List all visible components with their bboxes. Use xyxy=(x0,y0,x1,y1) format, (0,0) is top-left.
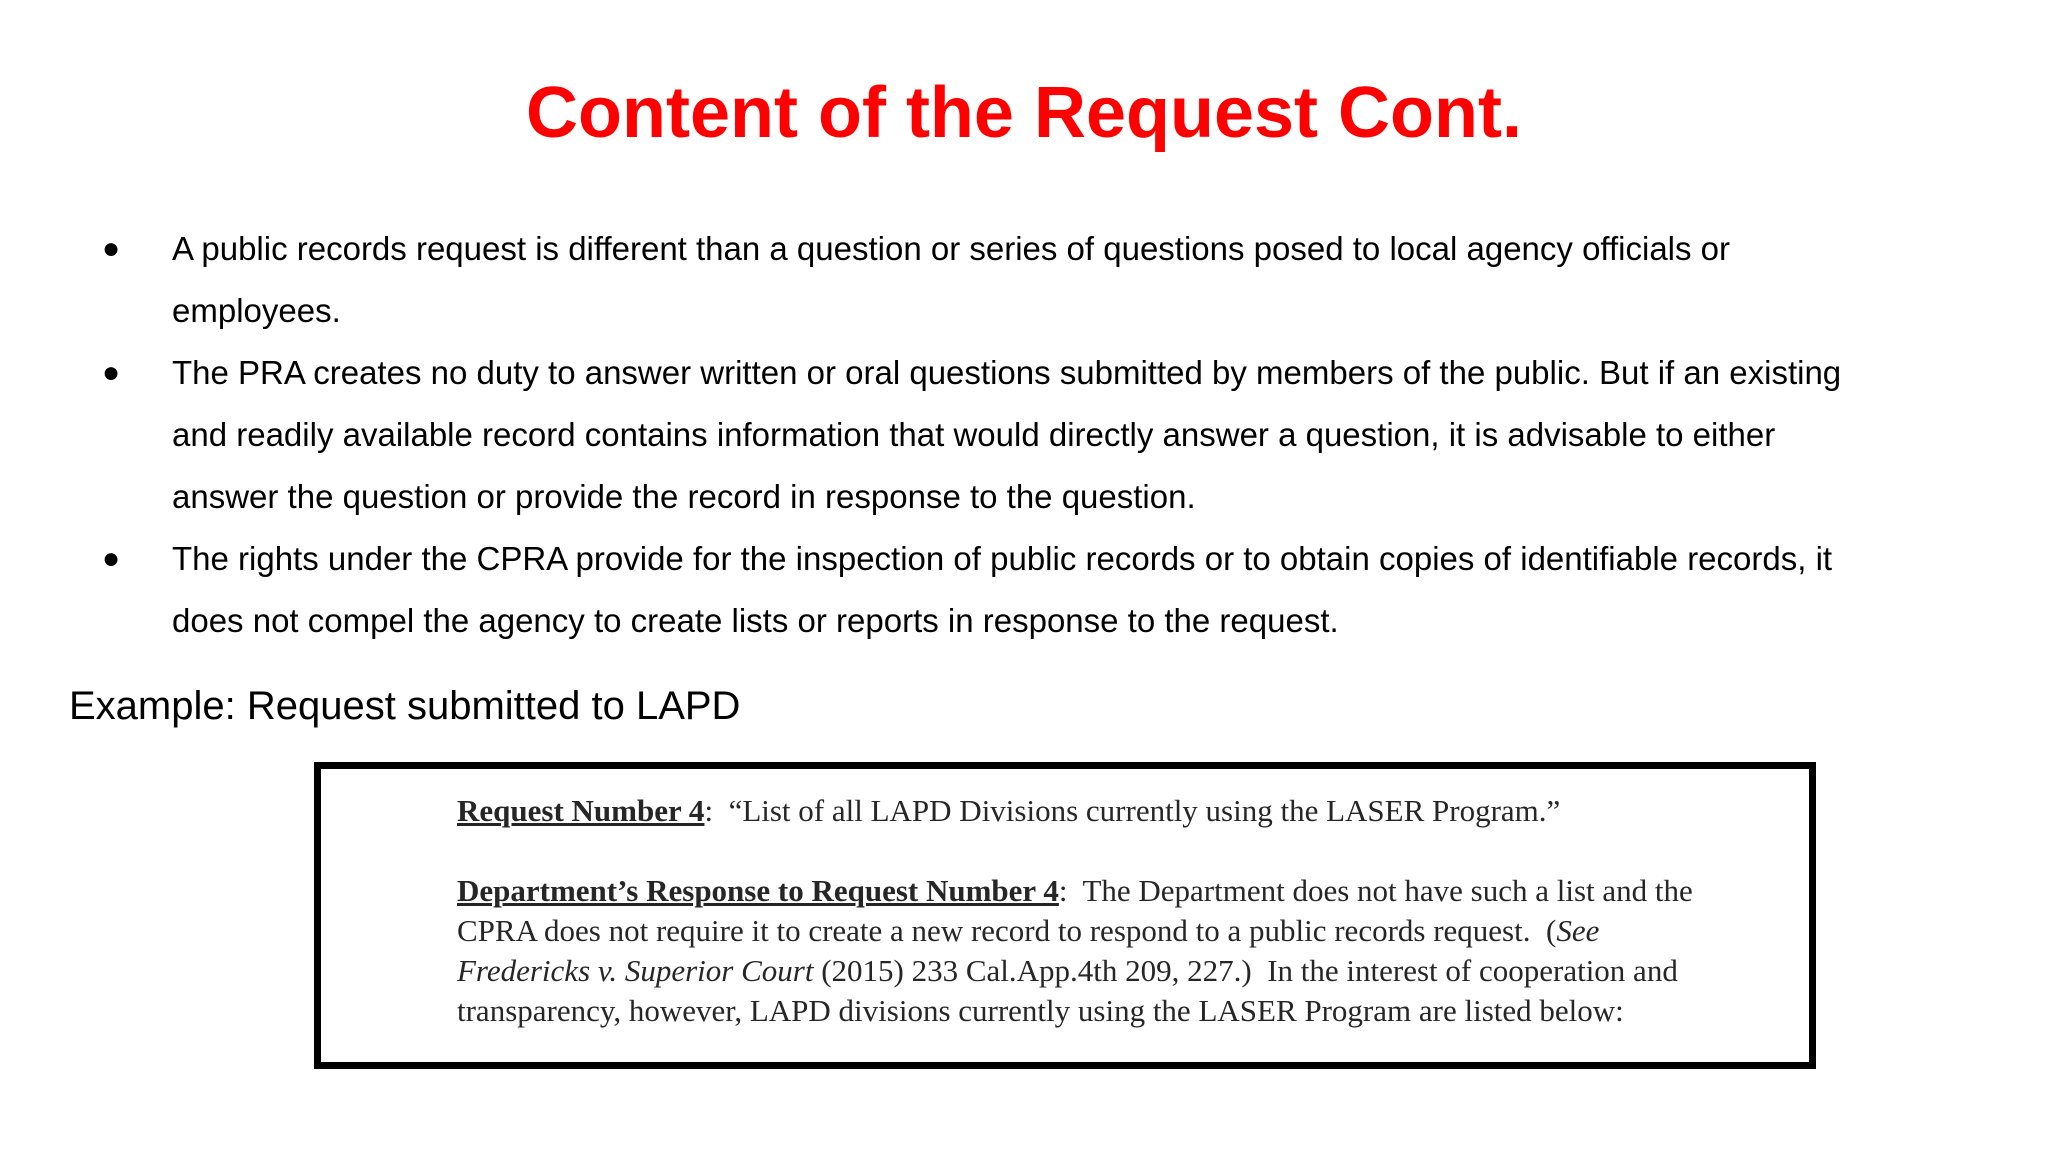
request-colon: : xyxy=(704,793,714,828)
response-line xyxy=(457,951,1747,991)
request-text: “List of all LAPD Divisions currently using the LASER Program.” xyxy=(713,793,1561,828)
response-line xyxy=(457,871,1747,911)
slide-title: Content of the Request Cont. xyxy=(526,73,1522,153)
bullet-line: A public records request is different than a question or series of questions posed to local agency officials or xyxy=(172,230,1731,267)
bullet-item xyxy=(100,528,1980,652)
bullet-line: The rights under the CPRA provide for the inspection of public records or to obtain copies of identifiable records, it xyxy=(172,540,1833,577)
bullet-item xyxy=(100,342,1980,528)
bullet-line: employees. xyxy=(172,292,341,329)
case-name: Fredericks v. Superior Court xyxy=(457,953,814,988)
bullet-list xyxy=(100,218,1980,652)
bullet-item xyxy=(100,218,1980,342)
example-label: Example: Request submitted to LAPD xyxy=(69,684,741,728)
request-paragraph xyxy=(457,791,1747,831)
citation-signal: See xyxy=(1556,913,1600,948)
bullet-line: answer the question or provide the record in response to the question. xyxy=(172,478,1196,515)
response-heading: Department’s Response to Request Number 4 xyxy=(457,873,1059,908)
bullet-dot-icon: ● xyxy=(102,356,121,389)
excerpt-text xyxy=(457,791,1747,1031)
bullet-dot-icon: ● xyxy=(102,542,121,575)
bullet-line: and readily available record contains information that would directly answer a question, it is advisable to either xyxy=(172,416,1776,453)
response-line xyxy=(457,911,1747,951)
request-heading: Request Number 4 xyxy=(457,793,705,828)
bullet-line: The PRA creates no duty to answer written or oral questions submitted by members of the public. But if an existing xyxy=(172,354,1842,391)
response-line: transparency, however, LAPD divisions currently using the LASER Program are listed below: xyxy=(457,993,1624,1028)
document-excerpt xyxy=(314,762,1816,1069)
response-text: The Department does not have such a list and the xyxy=(1067,873,1693,908)
bullet-line: does not compel the agency to create lists or reports in response to the request. xyxy=(172,602,1339,639)
response-text: (2015) 233 Cal.App.4th 209, 227.) In the interest of cooperation and xyxy=(813,953,1678,988)
bullet-dot-icon: ● xyxy=(102,232,121,265)
response-text: CPRA does not require it to create a new record to respond to a public records request. ( xyxy=(457,913,1557,948)
response-colon: : xyxy=(1058,873,1068,908)
